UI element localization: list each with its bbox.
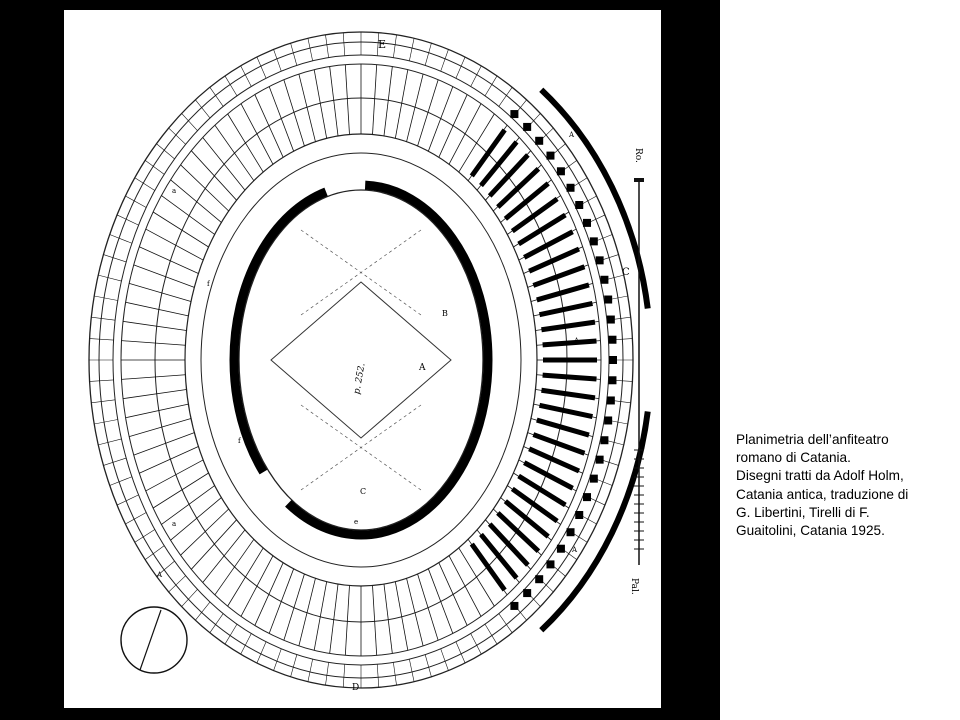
outer-cell-wall xyxy=(110,477,132,486)
outer-pier xyxy=(596,456,604,464)
radial-wall xyxy=(299,74,316,142)
caption-line: Disegni tratti da Adolf Holm, xyxy=(736,468,904,484)
radial-wall xyxy=(284,80,305,146)
black-pier xyxy=(533,435,584,454)
outer-pier xyxy=(583,493,591,501)
compass-rose xyxy=(121,607,187,673)
outer-cell-wall xyxy=(425,655,431,677)
outer-cell-wall xyxy=(308,659,313,682)
radial-wall xyxy=(181,509,229,555)
ring-letter: e xyxy=(354,518,359,526)
caption-line: Planimetria dell’anfiteatro xyxy=(736,432,889,447)
scale-bar xyxy=(634,178,644,565)
black-pier xyxy=(541,390,595,398)
outer-cell-wall xyxy=(117,495,139,505)
radial-wall xyxy=(373,586,377,656)
black-pier xyxy=(481,142,517,186)
outer-pier xyxy=(546,560,554,568)
radial-wall xyxy=(171,498,222,541)
black-pier xyxy=(543,375,597,379)
wall-ring xyxy=(201,153,521,567)
radial-wall xyxy=(428,569,452,634)
arena-note: p. 252. xyxy=(352,362,368,396)
outer-pier xyxy=(567,528,575,536)
outer-cell-wall xyxy=(145,160,164,174)
radial-wall xyxy=(122,375,186,380)
black-pier xyxy=(498,513,539,551)
radial-wall xyxy=(269,569,293,634)
outer-pier xyxy=(607,316,615,324)
outer-pier xyxy=(607,396,615,404)
black-pier xyxy=(498,169,539,207)
radial-wall xyxy=(171,180,222,223)
black-pier xyxy=(472,544,505,590)
black-pier xyxy=(540,405,593,416)
compass-needle xyxy=(140,610,161,670)
radial-wall xyxy=(407,578,424,646)
outer-cell-wall xyxy=(210,87,223,106)
outer-cell-wall xyxy=(274,649,282,671)
outer-pier xyxy=(596,256,604,264)
radial-wall xyxy=(439,563,467,626)
outer-cell-wall xyxy=(145,546,164,560)
outer-cell-wall xyxy=(90,380,114,382)
ring-letter: a xyxy=(172,520,177,528)
ring-letter: A xyxy=(569,131,575,139)
black-pier xyxy=(505,501,548,536)
radial-wall xyxy=(459,114,495,172)
outer-pier xyxy=(600,436,608,444)
outer-pier xyxy=(604,296,612,304)
arena-letter-c: C xyxy=(360,487,367,496)
radial-wall xyxy=(255,95,283,158)
outer-cell-wall xyxy=(343,664,345,687)
outer-pier xyxy=(575,201,583,209)
ring-letter: A xyxy=(572,546,578,554)
black-pier xyxy=(481,534,517,578)
plan-label-bottom: D xyxy=(352,683,360,693)
black-pier xyxy=(537,285,589,300)
plan-drawing xyxy=(64,10,661,708)
radial-wall xyxy=(407,74,424,142)
wall-ring xyxy=(239,190,483,530)
outer-cell-wall xyxy=(343,33,345,56)
outer-cell-wall xyxy=(169,128,186,144)
ring-letter: d xyxy=(242,290,247,298)
outer-cell-wall xyxy=(225,76,237,96)
outer-pier xyxy=(510,110,518,118)
radial-wall xyxy=(129,418,191,436)
outer-pier xyxy=(535,575,543,583)
ring-letter: a xyxy=(172,187,177,195)
radial-wall xyxy=(241,104,273,165)
slide-caption xyxy=(736,431,951,540)
radial-wall xyxy=(255,563,283,626)
outer-cell-wall xyxy=(182,589,198,606)
black-pier xyxy=(541,322,595,330)
outer-cell-wall xyxy=(98,275,121,281)
scale-end-label: Pal. xyxy=(629,578,639,595)
radial-wall xyxy=(181,165,229,211)
plan-label-top: E xyxy=(378,38,387,51)
outer-cell-wall xyxy=(117,215,139,225)
outer-pier xyxy=(523,589,531,597)
outer-pier xyxy=(523,123,531,131)
radial-wall xyxy=(345,586,349,656)
arena-diagonal xyxy=(301,230,421,315)
radial-wall xyxy=(153,212,208,247)
radial-wall xyxy=(126,404,189,418)
outer-pier xyxy=(604,416,612,424)
compass-circle xyxy=(121,607,187,673)
scale-letter: C xyxy=(622,267,630,278)
outer-pier xyxy=(583,219,591,227)
black-pier xyxy=(537,420,589,435)
ring-letter: A xyxy=(574,337,580,345)
caption-line: Catania antica, traduzione di xyxy=(736,486,909,502)
radial-wall xyxy=(299,578,316,646)
radial-wall xyxy=(269,87,293,152)
caption-line: G. Libertini, Tirelli di F. xyxy=(736,504,870,520)
radial-wall xyxy=(228,114,264,172)
radial-wall xyxy=(153,473,208,508)
outer-cell-wall xyxy=(325,662,328,685)
outer-pier xyxy=(557,167,565,175)
radial-wall xyxy=(373,65,377,135)
ring-letter: f xyxy=(207,280,210,288)
outer-cell-wall xyxy=(274,49,282,71)
outer-cell-wall xyxy=(94,420,118,424)
outer-cell-wall xyxy=(308,38,313,61)
ring-letter: f xyxy=(238,437,241,445)
outer-cell-wall xyxy=(425,43,431,65)
arena xyxy=(271,230,451,490)
radial-wall xyxy=(418,574,439,640)
caption-line: romano di Catania. xyxy=(736,450,851,466)
radial-wall xyxy=(449,104,481,165)
outer-pier xyxy=(590,475,598,483)
outer-cell-wall xyxy=(103,458,126,465)
outer-cell-wall xyxy=(409,659,414,682)
outer-pier xyxy=(608,336,616,344)
radial-wall xyxy=(139,446,198,473)
outer-cell-wall xyxy=(291,655,297,677)
outer-cell-wall xyxy=(377,664,379,687)
outer-cell-wall xyxy=(91,400,115,403)
amphitheatre-plan-figure xyxy=(64,10,661,708)
caption-line: Guaitolini, Catania 1925. xyxy=(736,523,885,539)
outer-cell-wall xyxy=(110,234,132,243)
arena-diagonal xyxy=(301,405,421,490)
outer-pier xyxy=(557,545,565,553)
outer-cell-wall xyxy=(98,439,121,445)
ring-letter: A xyxy=(157,571,163,579)
outer-pier xyxy=(535,137,543,145)
scale-top-label: Ro. xyxy=(633,148,643,163)
radial-wall xyxy=(123,389,186,398)
outer-cell-wall xyxy=(441,649,449,671)
radial-wall xyxy=(459,548,495,606)
outer-cell-wall xyxy=(182,113,198,130)
outer-cell-wall xyxy=(325,35,328,58)
black-pier xyxy=(472,130,505,176)
outer-pier xyxy=(575,511,583,519)
black-pier xyxy=(533,267,584,286)
outer-cell-wall xyxy=(393,35,396,58)
arena-letter-b: B xyxy=(442,309,448,318)
radial-wall xyxy=(215,125,254,181)
outer-pier xyxy=(608,376,616,384)
radial-wall xyxy=(161,196,214,235)
wall-ring xyxy=(113,55,609,665)
radial-wall xyxy=(418,80,439,146)
radial-wall xyxy=(428,87,452,152)
outer-cell-wall xyxy=(393,662,396,685)
outer-cell-wall xyxy=(94,296,118,300)
radial-wall xyxy=(161,486,214,525)
outer-cell-wall xyxy=(169,576,186,592)
outer-cell-wall xyxy=(499,87,512,106)
radial-wall xyxy=(284,574,305,640)
outer-cell-wall xyxy=(90,339,114,341)
arena-note-letter: A xyxy=(419,363,426,373)
radial-wall xyxy=(146,229,203,260)
outer-cell-wall xyxy=(441,49,449,71)
outer-cell-wall xyxy=(291,43,297,65)
radial-wall xyxy=(439,95,467,158)
outer-pier xyxy=(609,356,617,364)
scale-cap xyxy=(634,178,644,182)
arena-diamond xyxy=(271,282,451,438)
outer-pier xyxy=(600,276,608,284)
radial-wall xyxy=(146,460,203,491)
radial-wall xyxy=(123,321,186,330)
outer-pier xyxy=(590,237,598,245)
radial-wall xyxy=(122,341,186,346)
outer-cell-wall xyxy=(91,317,115,320)
outer-pier xyxy=(510,602,518,610)
outer-cell-wall xyxy=(485,76,497,96)
black-pier xyxy=(540,303,593,314)
outer-pier xyxy=(567,184,575,192)
black-pier xyxy=(543,341,597,345)
outer-cell-wall xyxy=(225,624,237,644)
radial-wall xyxy=(449,556,481,617)
radial-wall xyxy=(126,302,189,316)
radial-wall xyxy=(228,548,264,606)
radial-wall xyxy=(241,556,273,617)
radial-wall xyxy=(139,247,198,274)
arena-wall-black xyxy=(234,185,488,535)
outer-cell-wall xyxy=(409,38,414,61)
black-pier xyxy=(505,183,548,218)
outer-cell-wall xyxy=(485,624,497,644)
radial-wall xyxy=(129,283,191,301)
radial-wall xyxy=(215,539,254,595)
outer-cell-wall xyxy=(499,614,512,633)
outer-cell-wall xyxy=(103,255,126,262)
radial-wall xyxy=(345,65,349,135)
outer-cell-wall xyxy=(210,614,223,633)
outer-pier xyxy=(546,152,554,160)
